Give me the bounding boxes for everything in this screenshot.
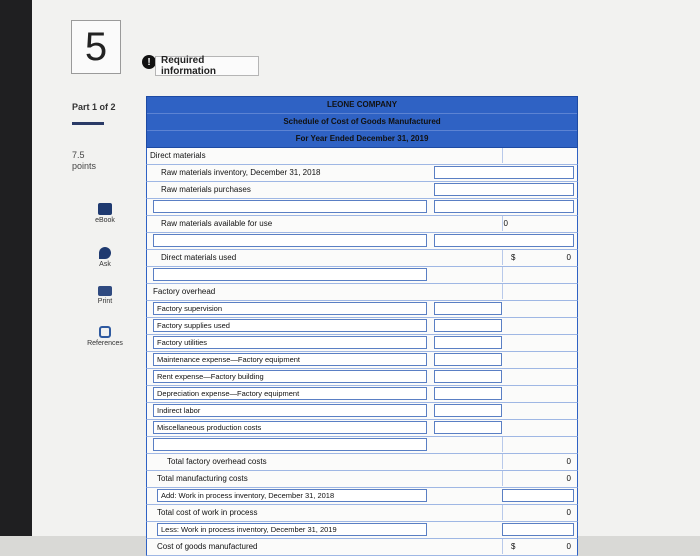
col-divider — [502, 437, 580, 452]
direct-materials-label: Direct materials — [150, 151, 206, 160]
points-number: 7.5 — [72, 150, 85, 160]
dm-used-value: 0 — [566, 253, 571, 262]
references-button[interactable] — [84, 326, 126, 347]
dm-used-currency: $ — [511, 253, 516, 262]
required-information-button[interactable]: Required information — [155, 56, 259, 76]
table-row — [146, 420, 578, 437]
fo-item-amount-input[interactable] — [434, 319, 502, 332]
schedule-title: Schedule of Cost of Goods Manufactured — [147, 114, 577, 131]
table-row — [146, 522, 578, 539]
factory-overhead-label: Factory overhead — [153, 287, 216, 296]
cogm-label: Cost of goods manufactured — [157, 542, 258, 551]
blank-amount-input[interactable] — [434, 200, 574, 213]
ebook-icon — [98, 203, 112, 215]
ask-button[interactable] — [84, 247, 126, 268]
part-indicator — [72, 102, 116, 112]
total-wip-label: Total cost of work in process — [157, 508, 258, 517]
part-label: Part 1 of 2 — [72, 102, 116, 112]
question-number: 5 — [71, 20, 121, 74]
references-label: References — [87, 340, 123, 347]
fo-item-label[interactable]: Factory utilities — [153, 336, 427, 349]
col-divider — [502, 267, 580, 282]
total-fo-label: Total factory overhead costs — [167, 457, 267, 466]
add-wip-input[interactable] — [502, 489, 574, 502]
blank-amount-input[interactable] — [434, 234, 574, 247]
ask-icon — [99, 247, 111, 259]
fo-item-label[interactable]: Miscellaneous production costs — [153, 421, 427, 434]
ebook-button[interactable] — [84, 203, 126, 224]
table-row — [146, 165, 578, 182]
fo-item-amount-input[interactable] — [434, 404, 502, 417]
rm-available-label: Raw materials available for use — [161, 219, 273, 228]
table-row — [146, 403, 578, 420]
points-unit: points — [72, 161, 97, 171]
table-row — [146, 182, 578, 199]
less-wip-input[interactable] — [502, 523, 574, 536]
table-row — [146, 539, 578, 556]
print-label: Print — [97, 298, 113, 305]
fo-item-amount-input[interactable] — [434, 421, 502, 434]
fo-item-amount-input[interactable] — [434, 302, 502, 315]
rm-available-value: 0 — [503, 219, 508, 228]
fo-item-amount-input[interactable] — [434, 353, 502, 366]
table-row — [146, 437, 578, 454]
fo-item-amount-input[interactable] — [434, 336, 502, 349]
dm-used-label: Direct materials used — [161, 253, 237, 262]
blank-label-input[interactable] — [153, 234, 427, 247]
print-icon — [98, 286, 112, 296]
blank-label-input[interactable] — [153, 268, 427, 281]
table-row — [146, 471, 578, 488]
table-row — [146, 488, 578, 505]
add-wip-label[interactable]: Add: Work in process inventory, December 31, 2018 — [157, 489, 427, 502]
company-name: LEONE COMPANY — [147, 97, 577, 114]
col-divider — [502, 216, 580, 231]
rm-purchases-input[interactable] — [434, 183, 574, 196]
fo-item-label[interactable]: Rent expense—Factory building — [153, 370, 427, 383]
col-divider — [502, 284, 580, 299]
monitor-bezel — [0, 0, 32, 536]
part-progress-bar — [72, 122, 104, 125]
table-row — [146, 216, 578, 233]
table-row — [146, 335, 578, 352]
ask-label: Ask — [99, 261, 111, 268]
table-row — [146, 250, 578, 267]
print-button[interactable] — [84, 286, 126, 305]
rm-inventory-label: Raw materials inventory, December 31, 2018 — [161, 168, 321, 177]
total-mfg-label: Total manufacturing costs — [157, 474, 248, 483]
fo-item-label[interactable]: Depreciation expense—Factory equipment — [153, 387, 427, 400]
col-divider — [502, 148, 580, 163]
table-row — [146, 267, 578, 284]
schedule-header — [146, 96, 578, 148]
table-row — [146, 318, 578, 335]
table-row — [146, 505, 578, 522]
cogm-currency: $ — [511, 542, 516, 551]
blank-label-input[interactable] — [153, 438, 427, 451]
table-row — [146, 301, 578, 318]
total-wip-value: 0 — [566, 508, 571, 517]
schedule-table — [146, 96, 578, 556]
fo-item-label[interactable]: Factory supplies used — [153, 319, 427, 332]
fo-item-amount-input[interactable] — [434, 387, 502, 400]
table-row — [146, 369, 578, 386]
table-row — [146, 386, 578, 403]
schedule-period: For Year Ended December 31, 2019 — [295, 134, 429, 143]
info-icon[interactable]: ! — [142, 55, 156, 69]
table-row — [146, 454, 578, 471]
fo-item-label[interactable]: Maintenance expense—Factory equipment — [153, 353, 427, 366]
rm-inventory-input[interactable] — [434, 166, 574, 179]
table-row — [146, 233, 578, 250]
rm-purchases-label: Raw materials purchases — [161, 185, 251, 194]
table-row — [146, 284, 578, 301]
fo-item-label[interactable]: Indirect labor — [153, 404, 427, 417]
blank-label-input[interactable] — [153, 200, 427, 213]
references-icon — [99, 326, 111, 338]
cogm-value: 0 — [566, 542, 571, 551]
points-value — [72, 150, 96, 172]
table-row — [146, 352, 578, 369]
ebook-label: eBook — [95, 217, 115, 224]
total-mfg-value: 0 — [566, 474, 571, 483]
less-wip-label[interactable]: Less: Work in process inventory, December 31, 2019 — [157, 523, 427, 536]
fo-item-label[interactable]: Factory supervision — [153, 302, 427, 315]
fo-item-amount-input[interactable] — [434, 370, 502, 383]
table-row — [146, 199, 578, 216]
table-row — [146, 148, 578, 165]
total-fo-value: 0 — [566, 457, 571, 466]
